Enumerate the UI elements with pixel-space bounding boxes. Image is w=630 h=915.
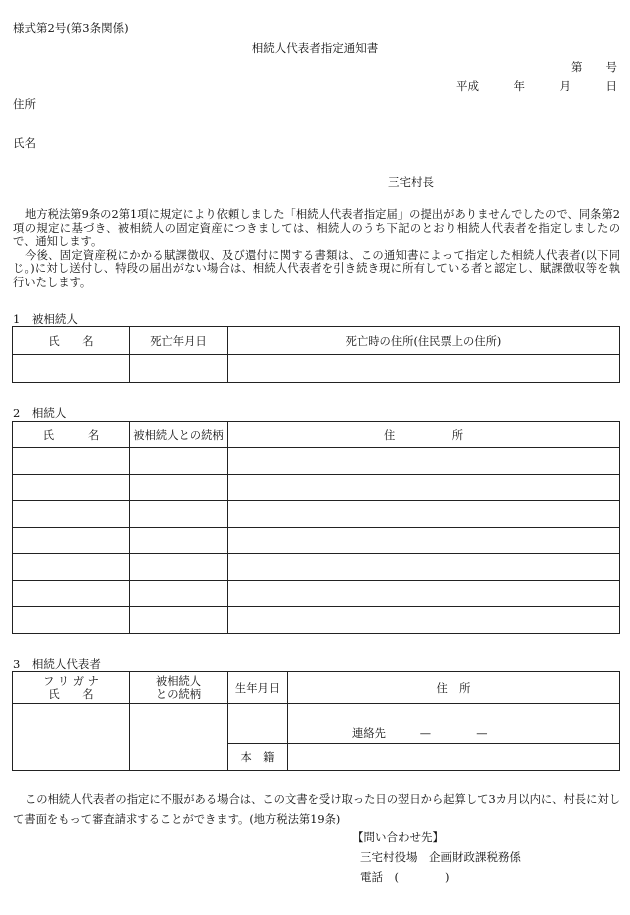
heir-name-cell[interactable] xyxy=(13,527,130,554)
heirs-table xyxy=(12,421,620,634)
heir-name-cell[interactable] xyxy=(13,607,130,634)
heir-relation-cell[interactable] xyxy=(130,607,228,634)
rep-address-cell[interactable] xyxy=(288,704,620,744)
heir-relation-cell[interactable] xyxy=(130,554,228,581)
heir-address-cell[interactable] xyxy=(228,554,620,581)
heir-relation-cell[interactable] xyxy=(130,501,228,528)
document-title: 相続人代表者指定通知書 xyxy=(251,41,379,55)
rep-relation-cell[interactable] xyxy=(130,704,228,771)
rep-name-label: 氏 名 xyxy=(48,687,94,701)
rep-name-header xyxy=(13,672,130,704)
deceased-table xyxy=(12,326,620,383)
rep-address-header: 住 所 xyxy=(288,672,620,704)
heir-name-header: 氏 名 xyxy=(13,422,130,448)
contact-phone: 電話 ( ) xyxy=(360,870,450,884)
rep-relation-label-1: 被相続人 xyxy=(155,674,202,688)
heir-address-cell[interactable] xyxy=(228,501,620,528)
document-number-line: 第 号 xyxy=(571,60,617,74)
rep-domicile-cell[interactable] xyxy=(288,744,620,771)
rep-name-cell[interactable] xyxy=(13,704,130,771)
heir-name-cell[interactable] xyxy=(13,501,130,528)
heir-relation-cell[interactable] xyxy=(130,527,228,554)
rep-relation-label-2: との続柄 xyxy=(155,687,202,701)
heir-relation-cell[interactable] xyxy=(130,474,228,501)
recipient-address-label: 住所 xyxy=(13,97,36,111)
deceased-name-header: 氏 名 xyxy=(13,327,130,355)
appeal-text: この相続人代表者の指定に不服がある場合は、この文書を受け取った日の翌日から起算して3カ月以内に、村長に対して書面をもって審査請求することができます。(地方税法第19条) xyxy=(13,793,620,826)
contact-heading: 【問い合わせ先】 xyxy=(352,830,444,844)
section3-heading: 3 相続人代表者 xyxy=(13,657,101,671)
rep-domicile-label: 本 籍 xyxy=(228,744,288,771)
deceased-name-cell[interactable] xyxy=(13,355,130,383)
deceased-death-date-cell[interactable] xyxy=(130,355,228,383)
representative-table xyxy=(12,671,620,771)
heir-name-cell[interactable] xyxy=(13,474,130,501)
section1-heading: 1 被相続人 xyxy=(13,312,78,326)
rep-contact-label: 連絡先 — — xyxy=(352,727,488,740)
notice-body xyxy=(13,208,620,289)
heir-name-cell[interactable] xyxy=(13,448,130,475)
rep-birth-header: 生年月日 xyxy=(228,672,288,704)
heir-address-cell[interactable] xyxy=(228,607,620,634)
heir-address-cell[interactable] xyxy=(228,580,620,607)
heir-address-cell[interactable] xyxy=(228,527,620,554)
form-number: 様式第2号(第3条関係) xyxy=(13,21,129,35)
deceased-address-cell[interactable] xyxy=(228,355,620,383)
deceased-death-date-header: 死亡年月日 xyxy=(130,327,228,355)
notice-paragraph-2: 今後、固定資産税にかかる賦課徴収、及び還付に関する書類は、この通知書によって指定した相続人代表者(以下同じ。)に対し送付し、特段の届出がない場合は、相続人代表者を引き続き現に所有している者と認定し、賦課徴収等を執行いたします。 xyxy=(13,248,620,289)
heir-address-cell[interactable] xyxy=(228,474,620,501)
contact-office: 三宅村役場 企画財政課税務係 xyxy=(360,850,521,864)
date-line: 平成 年 月 日 xyxy=(456,79,617,93)
rep-furigana-label: フ リ ガ ナ xyxy=(43,674,99,688)
heir-relation-cell[interactable] xyxy=(130,448,228,475)
heir-relation-cell[interactable] xyxy=(130,580,228,607)
heir-address-cell[interactable] xyxy=(228,448,620,475)
rep-relation-header xyxy=(130,672,228,704)
heir-name-cell[interactable] xyxy=(13,554,130,581)
heir-relation-header: 被相続人との続柄 xyxy=(130,422,228,448)
deceased-address-header: 死亡時の住所(住民票上の住所) xyxy=(228,327,620,355)
issuer-name: 三宅村長 xyxy=(388,175,434,189)
recipient-name-label: 氏名 xyxy=(13,136,36,150)
section2-heading: 2 相続人 xyxy=(13,406,67,420)
appeal-notice xyxy=(13,790,620,830)
heir-address-header: 住 所 xyxy=(228,422,620,448)
rep-birth-cell[interactable] xyxy=(228,704,288,744)
heir-name-cell[interactable] xyxy=(13,580,130,607)
notice-paragraph-1: 地方税法第9条の2第1項に規定により依頼しました「相続人代表者指定届」の提出がありませんでしたので、同条第2項の規定に基づき、被相続人の固定資産につきましては、相続人のうち下記のとおり相続人代表者を指定しましたので、通知します。 xyxy=(13,208,620,248)
